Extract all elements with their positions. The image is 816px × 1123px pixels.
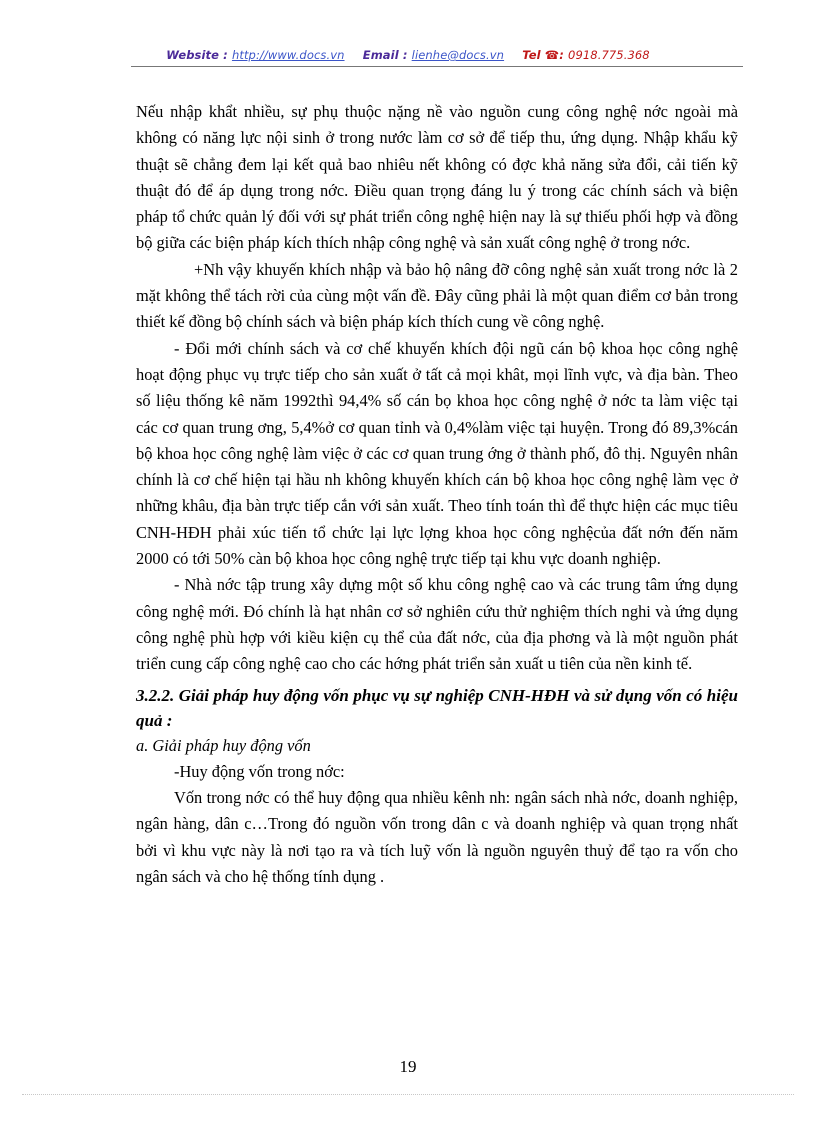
- paragraph-1: Nếu nhập khẩt nhiều, sự phụ thuộc nặng nề vào nguồn cung công nghệ nớc ngoài mà không có năng lực nội sinh ở trong nước làm cơ sở để tiếp thu, ứng dụng. Nhập khẩu kỹ thuật sẽ chẳng đem lại kết quả bao nhiêu nết không có đợc khả năng sửa đổi, cải tiến kỹ thuật đó để áp dụng trong nớc. Điều quan trọng đáng lu ý trong các chính sách và biện pháp tổ chức quản lý đối với sự phát triển công nghệ hiện nay là sự thiếu phối hợp và đồng bộ giữa các biện pháp kích thích nhập công nghệ và sản xuất công nghệ ở trong nớc.: [136, 102, 738, 253]
- email-separator: :: [402, 48, 408, 62]
- paragraph-2: +Nh vậy khuyến khích nhập và bảo hộ nâng đỡ công nghệ sản xuất trong nớc là 2 mặt không thể tách rời của cùng một vấn đề. Đây cũng phải là một quan điểm cơ bản trong thiết kế đồng bộ chính sách và biện pháp kích thích cung về công nghệ.: [136, 259, 738, 332]
- paragraph-4: - Nhà nớc tập trung xây dựng một số khu công nghệ cao và các trung tâm ứng dụng công nghệ mới. Đó chính là hạt nhân cơ sở nghiên cứu thử nghiệm thích nghi và ứng dụng công nghệ phù hợp với kiều kiện cụ thể của đất nớc, của địa phơng và là một nguồn phát triển cung cấp công nghệ cao cho các hớng phát triển sản xuất u tiên của nền kinh tế.: [136, 575, 738, 674]
- page-number: 19: [399, 1057, 417, 1076]
- paragraph-3: - Đổi mới chính sách và cơ chế khuyến khích đội ngũ cán bộ khoa học công nghệ hoạt động phục vụ trực tiếp cho sản xuất ở tất cả mọi khât, mọi lĩnh vực, và địa bàn. Theo số liệu thống kê năm 1992thì 94,4% số cán bọ khoa học công nghệ ở nớc ta làm việc tại các cơ quan trung ơng, 5,4%ở cơ quan tỉnh và 0,4%làm việc tại huyện. Trong đó 89,3%cán bộ khoa học công nghệ làm việc ở các cơ quan trung ớng ở thành phố, đô thị. Nguyên nhân chính là cơ chế hiện tại hầu nh không khuyến khích cán bộ khoa học công nghệ làm vẹc ở những khâu, địa bàn trực tiếp cắn với sản xuất. Theo tính toán thì để thực hiện các mục tiêu CNH-HĐH phải xúc tiến tổ chức lại lực lợng khoa học công nghệcủa đất nớn đến năm 2000 có tới 50% càn bộ khoa học công nghệ trực tiếp tại khu vực doanh nghiệp.: [136, 338, 738, 569]
- phone-number: 0918.775.368: [568, 48, 650, 62]
- tel-label: Tel ☎:: [522, 48, 564, 62]
- page-header: [0, 48, 816, 62]
- sub-heading: a. Giải pháp huy động vốn: [136, 735, 311, 755]
- header-divider: [131, 66, 743, 67]
- website-link[interactable]: http://www.docs.vn: [231, 48, 345, 62]
- website-label: Website :: [166, 48, 228, 62]
- footer-divider: [22, 1094, 794, 1095]
- email-link[interactable]: lienhe@docs.vn: [411, 48, 505, 62]
- section-heading: 3.2.2. Giải pháp huy động vốn phục vụ sự nghiệp CNH-HĐH và sử dụng vốn có hiệu quả :: [136, 685, 738, 730]
- section-label: -Huy động vốn trong nớc:: [174, 761, 345, 781]
- paragraph-final: Vốn trong nớc có thể huy động qua nhiều kênh nh: ngân sách nhà nớc, doanh nghiệp, ngân hàng, dân c…Trong đó nguồn vốn trong dân c và doanh nghiệp và quan trọng nhất bởi vì khu vực này là nơi tạo ra và tích luỹ vốn là nguồn nguyên thuỷ để tạo ra vốn cho ngân sách và cho hệ thống tính dụng .: [136, 788, 738, 887]
- email-label: Email: [362, 48, 399, 62]
- document-body: [136, 99, 738, 890]
